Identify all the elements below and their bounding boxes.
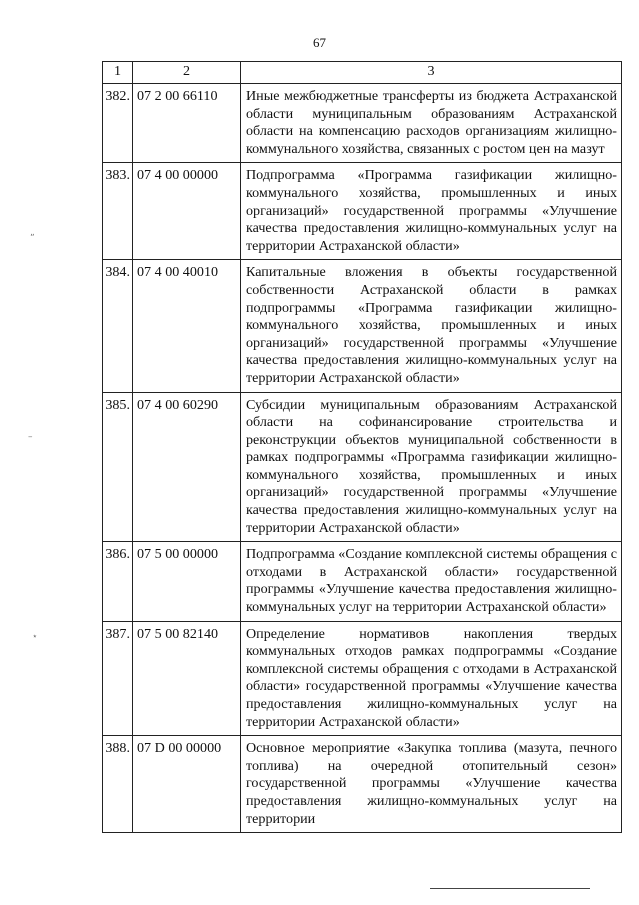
column-header-code: 2 <box>133 62 241 84</box>
row-description: Капитальные вложения в объекты государственной собственности Астраханской области в рамках подпрограммы «Программа газификации жилищно-коммунального хозяйства, промышленных и иных организаций» государственной программы «Улучшение качества предоставления жилищно-коммунальных услуг на территории Астраханской области» <box>241 260 622 392</box>
row-number: 382. <box>103 84 133 163</box>
row-description: Субсидии муниципальным образованиям Астраханской области на софинансирование строительства и реконструкции объектов муниципальной собственности в рамках подпрограммы «Программа газификации жилищно-коммунального хозяйства, промышленных и иных организаций» государственной программы «Улучшение качества предоставления жилищно-коммунальных услуг на территории Астраханской области» <box>241 392 622 542</box>
budget-code: 07 4 00 00000 <box>133 163 241 260</box>
table-row <box>103 736 622 833</box>
row-description: Основное мероприятие «Закупка топлива (мазута, печного топлива) на очередной отопительный сезон» государственной программы «Улучшение качества предоставления жилищно-коммунальных услуг на территории <box>241 736 622 833</box>
budget-code: 07 5 00 00000 <box>133 542 241 621</box>
column-header-description: 3 <box>241 62 622 84</box>
budget-code: 07 2 00 66110 <box>133 84 241 163</box>
table-row <box>103 392 622 542</box>
table-row <box>103 542 622 621</box>
row-number: 385. <box>103 392 133 542</box>
table-header-row <box>103 62 622 84</box>
page-bottom-rule <box>430 888 590 889</box>
scan-mark: – <box>28 432 33 442</box>
table-row <box>103 621 622 736</box>
budget-code: 07 4 00 60290 <box>133 392 241 542</box>
row-number: 387. <box>103 621 133 736</box>
budget-code: 07 5 00 82140 <box>133 621 241 736</box>
scan-mark: ⋆ <box>32 632 38 642</box>
row-description: Определение нормативов накопления твердых коммунальных отходов рамках подпрограммы «Создание комплексной системы обращения с отходами в Астраханской области» государственной программы «Улучшение качества предоставления жилищно-коммунальных услуг на территории Астраханской области» <box>241 621 622 736</box>
row-number: 384. <box>103 260 133 392</box>
table-row <box>103 84 622 163</box>
row-number: 386. <box>103 542 133 621</box>
column-header-number: 1 <box>103 62 133 84</box>
row-description: Подпрограмма «Создание комплексной системы обращения с отходами в Астраханской области» государственной программы «Улучшение качества предоставления жилищно-коммунальных услуг на территории Астраханской области» <box>241 542 622 621</box>
scan-mark: „ <box>30 228 35 238</box>
budget-code: 07 4 00 40010 <box>133 260 241 392</box>
budget-code: 07 D 00 00000 <box>133 736 241 833</box>
row-number: 388. <box>103 736 133 833</box>
table-row <box>103 260 622 392</box>
row-description: Подпрограмма «Программа газификации жилищно-коммунального хозяйства, промышленных и иных организаций» государственной программы «Улучшение качества предоставления жилищно-коммунальных услуг на территории Астраханской области» <box>241 163 622 260</box>
row-number: 383. <box>103 163 133 260</box>
row-description: Иные межбюджетные трансферты из бюджета Астраханской области муниципальным образованиям Астраханской области на компенсацию расходов организациям жилищно-коммунального хозяйства, связанных с ростом цен на мазут <box>241 84 622 163</box>
table-row <box>103 163 622 260</box>
budget-code-table <box>102 61 622 833</box>
page-number: 67 <box>313 35 326 50</box>
